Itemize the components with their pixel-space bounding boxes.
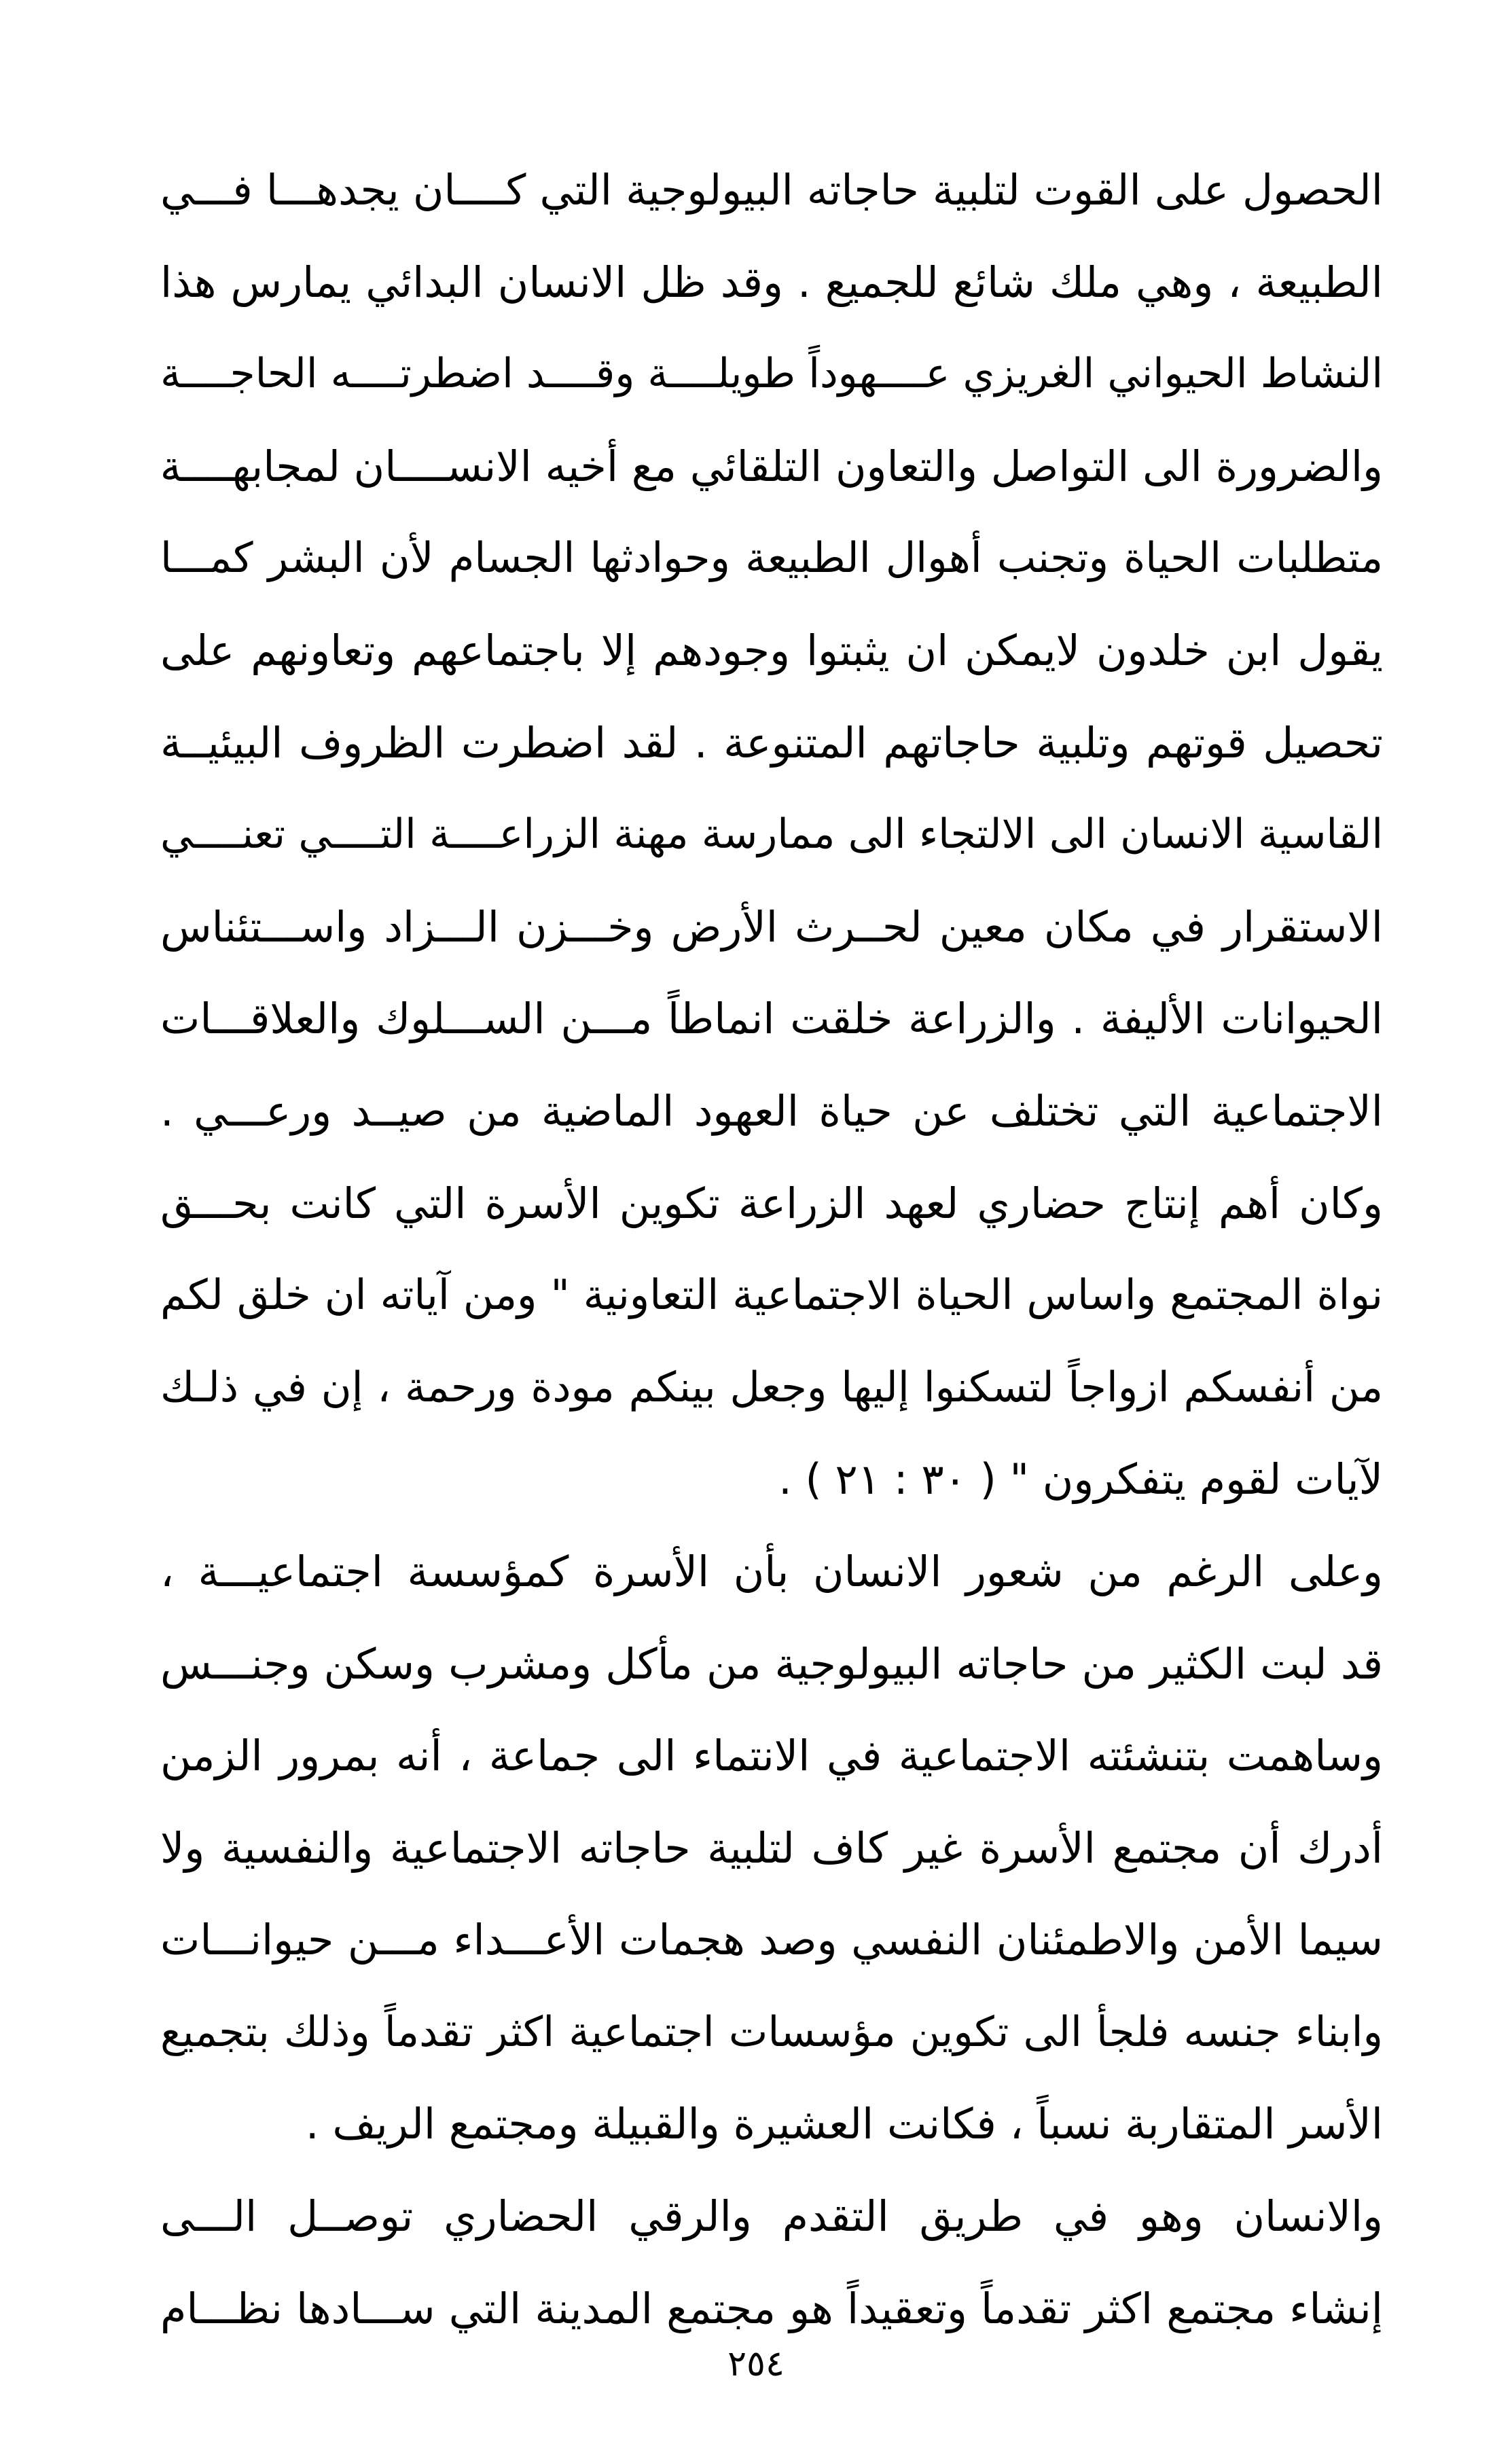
text-line: القاسية الانسان الى الالتجاء الى ممارسة مهنة الزراعــــة التــــي تعنــــي [160,810,1383,859]
text-line: إنشاء مجتمع اكثر تقدماً وتعقيداً هو مجتمع المدينة التي ســـادها نظـــام [160,2283,1383,2333]
text-line: قد لبت الكثير من حاجاته البيولوجية من مأكل ومشرب وسكن وجنـــس [160,1638,1383,1689]
page-number: ٢٥٤ [727,2344,785,2384]
text-line: وساهمت بتنشئته الاجتماعية في الانتماء الى جماعة ، أنه بمرور الزمن [160,1731,1383,1781]
text-line: تحصيل قوتهم وتلبية حاجاتهم المتنوعة . لقد اضطرت الظروف البيئيــة [160,717,1383,768]
text-line: وعلى الرغم من شعور الانسان بأن الأسرة كمؤسسة اجتماعيـــة ، [160,1546,1383,1596]
body-text [160,144,1383,2354]
text-line: الحصول على القوت لتلبية حاجاته البيولوجية التي كــــان يجدهـــا فـــي [160,165,1383,215]
text-line: الاستقرار في مكان معين لحــرث الأرض وخـــزن الـــزاد واســـتئناس [160,901,1383,952]
text-line: الأسر المتقاربة نسباً ، فكانت العشيرة والقبيلة ومجتمع الريف . [305,2099,1383,2149]
text-line: وابناء جنسه فلجأ الى تكوين مؤسسات اجتماعية اكثر تقدماً وذلك بتجميع [160,2007,1383,2056]
text-line: يقول ابن خلدون لايمكن ان يثبتوا وجودهم إلا باجتماعهم وتعاونهم على [160,625,1383,675]
text-line: والضرورة الى التواصل والتعاون التلقائي مع أخيه الانســــان لمجابهــــة [160,441,1383,491]
text-line: متطلبات الحياة وتجنب أهوال الطبيعة وحوادثها الجسام لأن البشر كمـــا [160,534,1383,583]
text-line: وكان أهم إنتاج حضاري لعهد الزراعة تكوين الأسرة التي كانت بحـــق [160,1178,1383,1228]
text-line: والانسان وهو في طريق التقدم والرقي الحضاري توصــل الـــى [160,2191,1383,2242]
text-line: نواة المجتمع واساس الحياة الاجتماعية التعاونية " ومن آياته ان خلق لكم [160,1271,1383,1320]
text-line: أدرك أن مجتمع الأسرة غير كاف لتلبية حاجاته الاجتماعية والنفسية ولا [160,1823,1383,1873]
text-line: الطبيعة ، وهي ملك شائع للجميع . وقد ظل الانسان البدائي يمارس هذا [160,257,1383,307]
text-line: الحيوانات الأليفة . والزراعة خلقت انماطاً مـــن الســـلوك والعلاقـــات [160,994,1383,1044]
text-line: سيما الأمن والاطمئنان النفسي وصد هجمات الأعـــداء مـــن حيوانـــات [160,1915,1383,1965]
text-line: لآيات لقوم يتفكرون " ( ٣٠ : ٢١ ) . [778,1454,1383,1505]
text-line: النشاط الحيواني الغريزي عــــهوداً طويلــــة وقــــد اضطرتــــه الحاجــــة [160,350,1383,398]
text-line: الاجتماعية التي تختلف عن حياة العهود الماضية من صيــد ورعـــي . [160,1086,1383,1136]
text-line: من أنفسكم ازواجاً لتسكنوا إليها وجعل بينكم مودة ورحمة ، إن في ذلـك [160,1363,1383,1412]
